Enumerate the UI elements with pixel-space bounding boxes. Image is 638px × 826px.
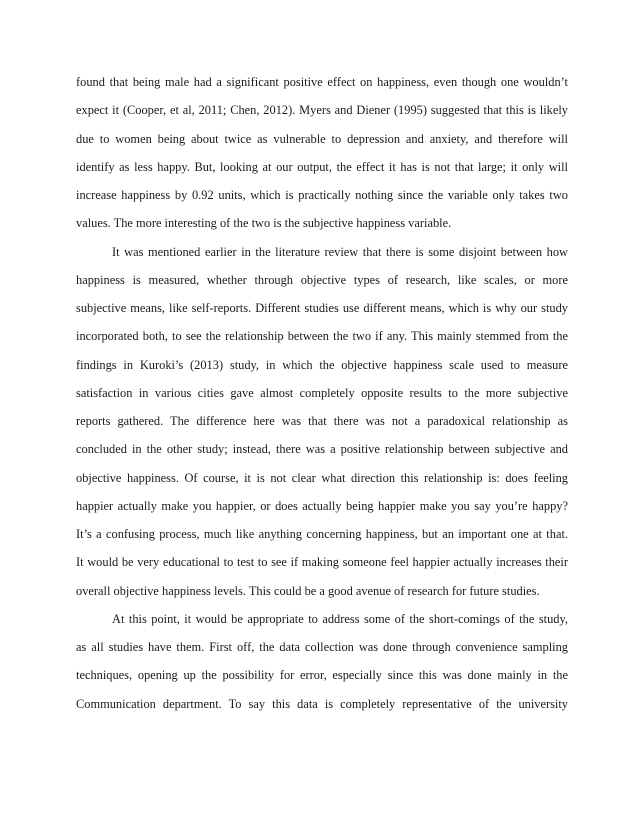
text-line: It would be very educational to test to see if making someone feel happier actually increases their	[76, 555, 568, 570]
text-line: It was mentioned earlier in the literature review that there is some disjoint between how	[112, 244, 568, 259]
body-text	[76, 68, 568, 718]
text-line: satisfaction in various cities gave almost completely opposite results to the more subjective	[76, 385, 568, 400]
text-line: increase happiness by 0.92 units, which is practically nothing since the variable only takes two	[76, 188, 568, 202]
text-line: findings in Kuroki’s (2013) study, in which the objective happiness scale used to measure	[76, 357, 568, 372]
text-line: due to women being about twice as vulnerable to depression and anxiety, and therefore will	[76, 131, 568, 146]
text-line: reports gathered. The difference here was that there was not a paradoxical relationship as	[76, 414, 568, 428]
text-line: incorporated both, to see the relationship between the two if any. This mainly stemmed from the	[76, 329, 568, 344]
text-line: concluded in the other study; instead, there was a positive relationship between subjective and	[76, 442, 568, 457]
text-line: It’s a confusing process, much like anything concerning happiness, but an important one at that.	[76, 527, 568, 541]
text-line: happier actually make you happier, or does actually being happier make you say you’re happy?	[76, 498, 568, 513]
text-line: expect it (Cooper, et al, 2011; Chen, 2012). Myers and Diener (1995) suggested that this is likely	[76, 103, 568, 118]
text-line: techniques, opening up the possibility for error, especially since this was done mainly in the	[76, 668, 568, 683]
text-line: At this point, it would be appropriate to address some of the short-comings of the study,	[112, 611, 568, 626]
text-line: happiness is measured, whether through objective types of research, like scales, or more	[76, 272, 568, 287]
text-line: found that being male had a significant positive effect on happiness, even though one wouldn’t	[76, 75, 568, 89]
text-line: Communication department. To say this data is completely representative of the university	[76, 696, 568, 711]
text-line: values. The more interesting of the two is the subjective happiness variable.	[76, 216, 452, 231]
text-line: objective happiness. Of course, it is not clear what direction this relationship is: does feeling	[76, 470, 568, 485]
text-line: as all studies have them. First off, the data collection was done through convenience sampling	[76, 640, 568, 654]
text-line: subjective means, like self-reports. Different studies use different means, which is why our study	[76, 301, 568, 315]
text-line: identify as less happy. But, looking at our output, the effect it has is not that large; it only will	[76, 159, 568, 174]
text-line: overall objective happiness levels. This could be a good avenue of research for future studies.	[76, 583, 540, 598]
